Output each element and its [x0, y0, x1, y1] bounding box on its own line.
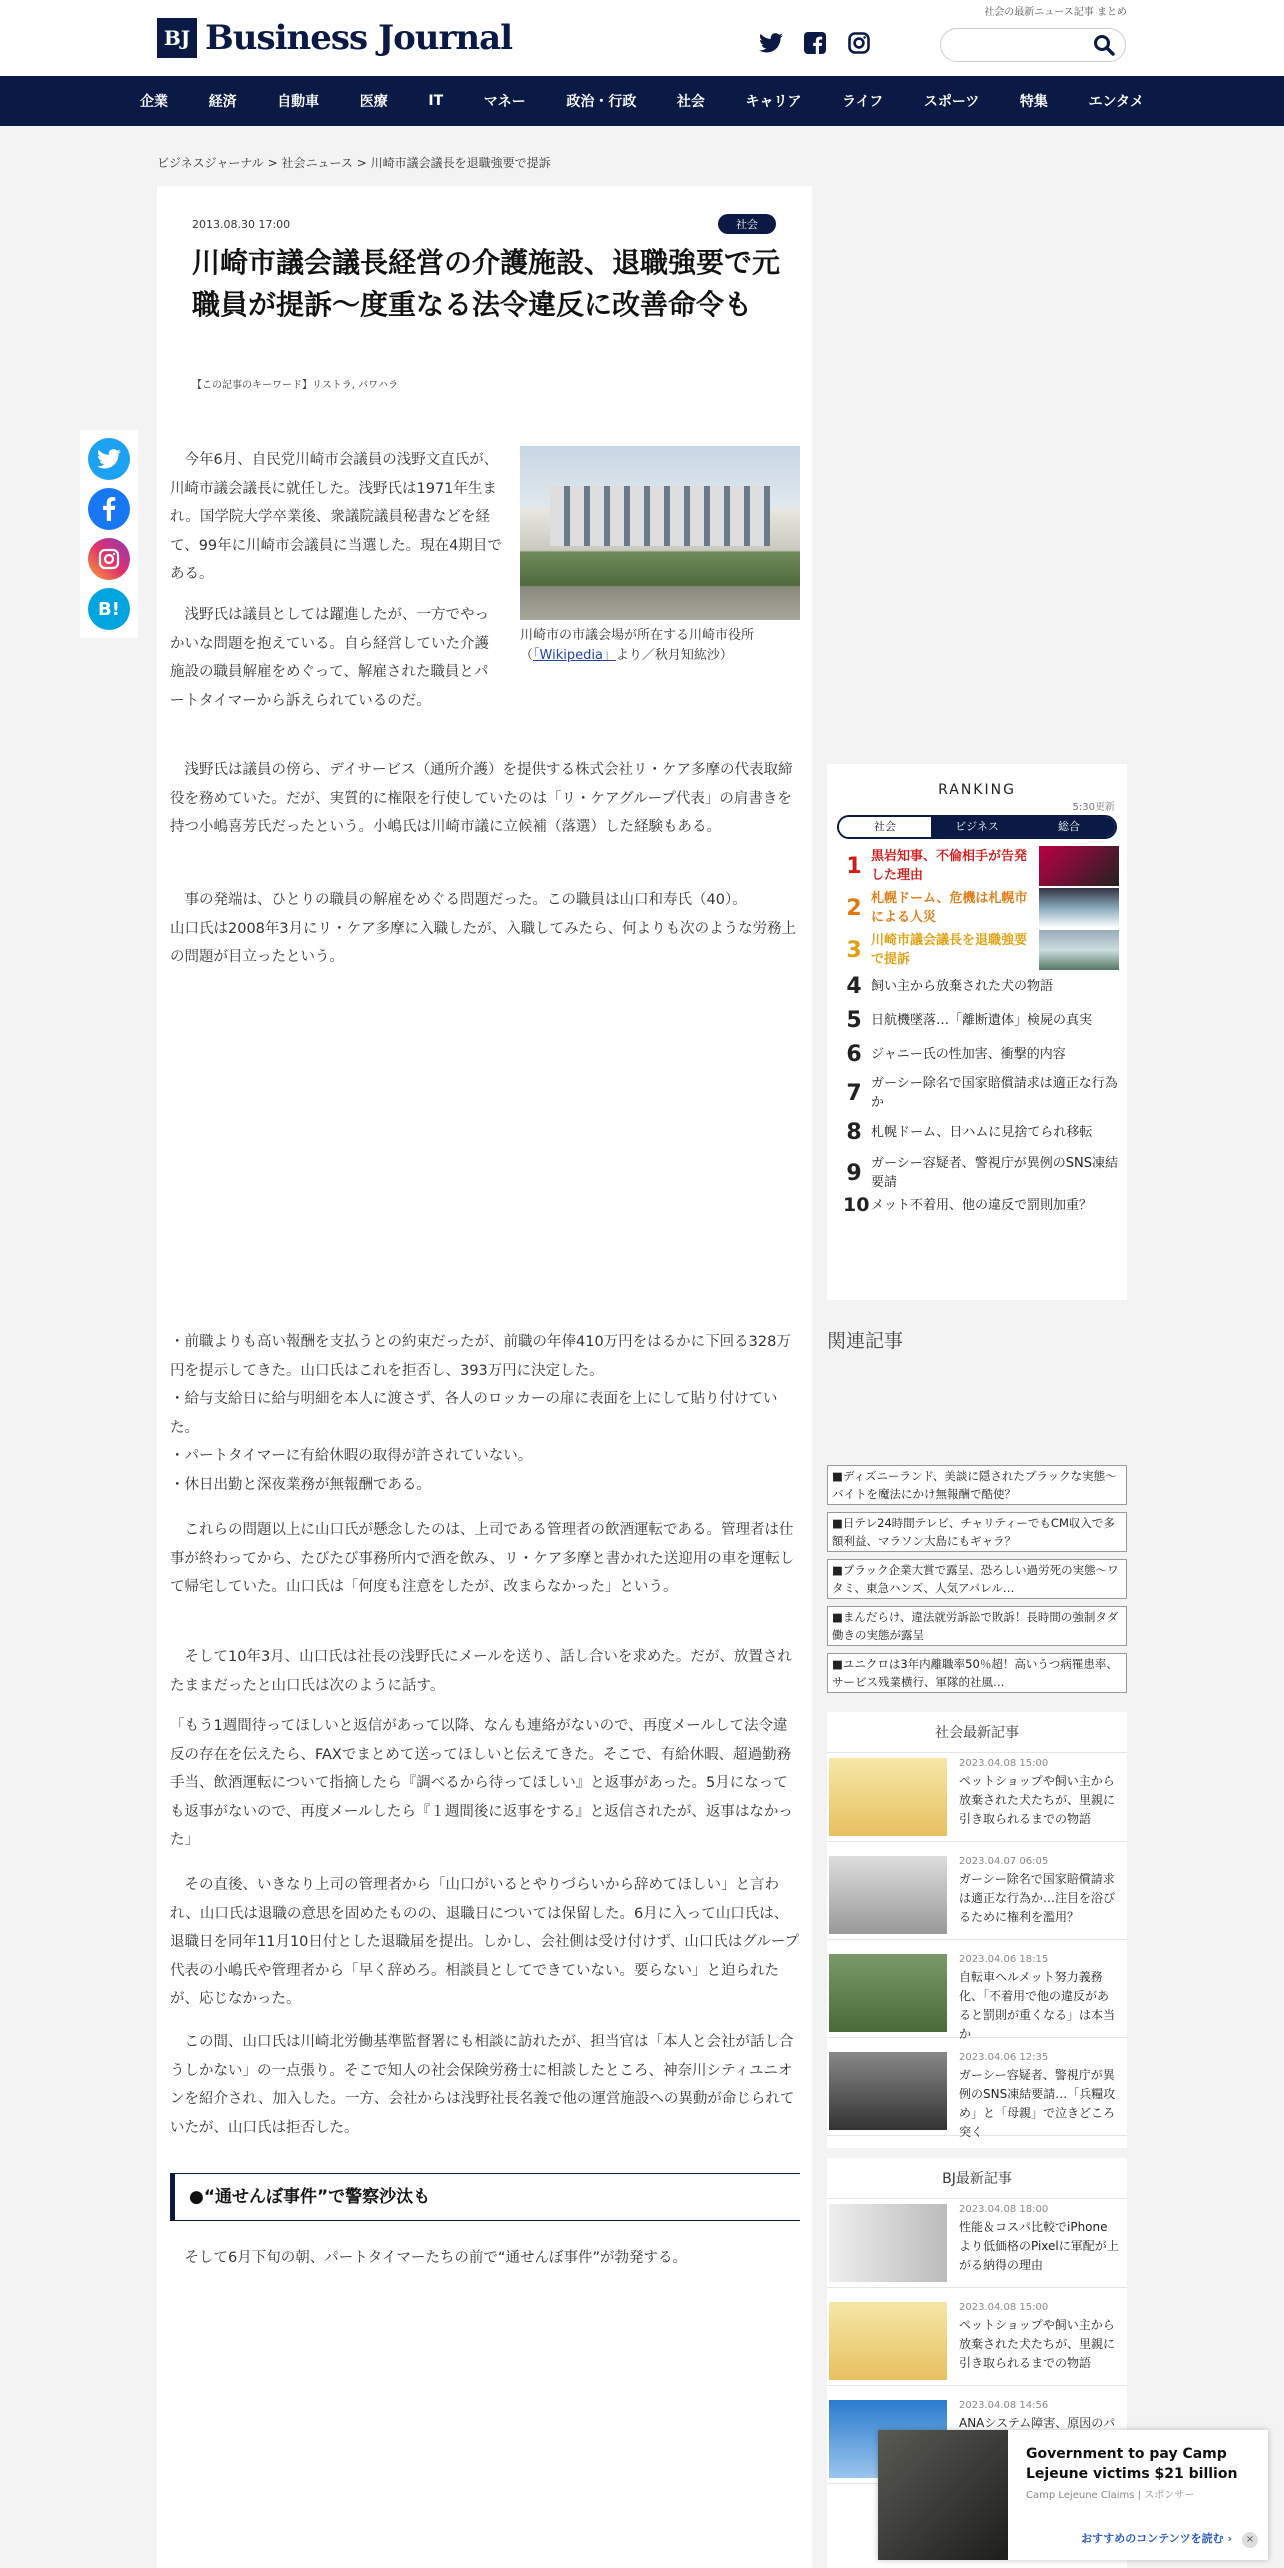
ranking-number: 3: [846, 937, 862, 963]
article-paragraph: そして6月下旬の朝、パートタイマーたちの前で“通せんぼ事件”が勃発する。: [170, 2250, 687, 2266]
ranking-updated: 5:30更新: [1072, 802, 1115, 813]
nav-item-life[interactable]: ライフ: [842, 94, 884, 110]
article-paragraph: そして10年3月、山口氏は社長の浅野氏にメールを送り、話し合いを求めた。だが、放置されたままだったと山口氏は次のように話す。: [170, 1649, 792, 1694]
nav-item-entame[interactable]: エンタメ: [1088, 94, 1144, 110]
article-paragraph: この間、山口氏は川崎北労働基準監督署にも相談に訪れたが、担当官は「本人と会社が話し合うしかない」の一点張り。そこで知人の社会保険労務士に相談したところ、神奈川シティユニオンを紹介され、加入した。一方、会社からは浅野社長名義で他の運営施設への異動が命じられていたが、山口氏は拒否した。: [170, 2034, 795, 2136]
news-date: 2023.04.08 14:56: [959, 2400, 1049, 2411]
ranking-number: 2: [846, 895, 862, 921]
tab-business[interactable]: ビジネス: [931, 817, 1023, 837]
ranking-item[interactable]: [843, 1042, 1119, 1067]
photo-building: [550, 486, 770, 546]
related-article-link[interactable]: ■ユニクロは3年内離職率50％超！高いうつ病罹患率、サービス残業横行、軍隊的社風…: [827, 1653, 1127, 1693]
ad-sponsor: Camp Lejeune Claims | スポンサー: [1026, 2490, 1195, 2501]
news-thumbnail[interactable]: [829, 1856, 947, 1934]
ranking-number: 8: [846, 1120, 862, 1145]
news-title[interactable]: ANAシステム障害、原因のパ: [959, 2416, 1116, 2430]
ranking-item[interactable]: [843, 1008, 1119, 1033]
article-quote: 「もう1週間待ってほしいと返信があって以降、なんも連絡がないので、再度メールして法令違反の存在を伝えたら、FAXでまとめて送ってほしいと伝えてきた。そこで、有給休暇、超過勤務手当、飲酒運転について指摘したら『調べるから待ってほしい』と返事があった。5月になっても返事がないので、再度メールしたら『１週間後に返事をする』と返信されたが、返事はなかった」: [170, 1718, 793, 1848]
article-paragraph: 今年6月、自民党川崎市会議員の浅野文直氏が、川崎市議会議長に就任した。浅野氏は1971年生まれ。国学院大学卒業後、衆議院議員秘書などを経て、99年に川崎市会議員に当選した。現在4期目である。: [170, 452, 502, 582]
ranking-title-text[interactable]: メット不着用、他の違反で罰則加重？: [871, 1197, 1093, 1213]
logo-text: Business Journal: [205, 18, 513, 58]
search-box: [940, 28, 1126, 62]
related-article-link[interactable]: ■ディズニーランド、美談に隠されたブラックな実態〜バイトを魔法にかけ無報酬で酷使？: [827, 1465, 1127, 1505]
news-item[interactable]: [827, 2294, 1127, 2386]
ad-title[interactable]: Government to pay Camp Lejeune victims $21 billion: [1026, 2446, 1238, 2482]
ranking-title-text[interactable]: 札幌ドーム、日ハムに見捨てられ移転: [871, 1125, 1093, 1140]
ranking-title-text[interactable]: 黒岩知事、不倫相手が告発した理由: [871, 849, 1028, 883]
ranking-item[interactable]: [843, 1154, 1119, 1192]
news-thumbnail[interactable]: [829, 2204, 947, 2282]
nav-item-keizai[interactable]: 経済: [208, 94, 237, 110]
ranking-item[interactable]: [843, 888, 1119, 928]
main-nav: [0, 76, 1284, 126]
breadcrumb[interactable]: ビジネスジャーナル > 社会ニュース > 川崎市議会議長を退職強要で提訴: [157, 156, 551, 170]
news-title[interactable]: ペットショップや飼い主から放棄された犬たちが、里親に引き取られるまでの物語: [959, 2318, 1116, 2370]
share-facebook-icon[interactable]: [88, 488, 130, 530]
ranking-item[interactable]: [843, 1074, 1119, 1112]
news-item[interactable]: [827, 1848, 1127, 1940]
ranking-item[interactable]: [843, 974, 1119, 999]
ranking-title-text[interactable]: 飼い主から放棄された犬の物語: [871, 979, 1054, 994]
nav-item-kigyo[interactable]: 企業: [140, 94, 168, 110]
news-thumbnail[interactable]: [829, 2052, 947, 2130]
share-instagram-icon[interactable]: [88, 538, 130, 580]
related-heading: 関連記事: [827, 1330, 904, 1352]
related-article-link[interactable]: ■ブラック企業大賞で露呈、恐ろしい過労死の実態〜ワタミ、東急ハンズ、人気アパレル…: [827, 1559, 1127, 1599]
ranking-number: 4: [846, 974, 862, 999]
nav-item-career[interactable]: キャリア: [745, 94, 802, 110]
ranking-title-text[interactable]: ガーシー除名で国家賠償請求は適正な行為か: [871, 1076, 1118, 1110]
article-paragraph: これらの問題以上に山口氏が懸念したのは、上司である管理者の飲酒運転である。管理者は仕事が終わってから、たびたび事務所内で酒を飲み、リ・ケア多摩と書かれた送迎用の車を運転して帰宅していた。山口氏は「何度も注意をしたが、改まらなかった」という。: [170, 1522, 795, 1595]
nav-item-shakai[interactable]: 社会: [676, 94, 705, 110]
tab-sogo[interactable]: 総合: [1023, 817, 1115, 837]
article-paragraph: 浅野氏は議員としては躍進したが、一方でやっかいな問題を抱えている。自ら経営していた介護施設の職員解雇をめぐって、解雇された職員とパートタイマーから訴えられているのだ。: [170, 607, 489, 709]
ranking-title-text[interactable]: ガーシー容疑者、警視庁が異例のSNS凍結要請: [871, 1156, 1118, 1190]
news-title[interactable]: ガーシー容疑者、警視庁が異例のSNS凍結要請…「兵糧攻め」と「母親」で泣きどころ突く: [959, 2068, 1116, 2139]
news-title[interactable]: 自転車ヘルメット努力義務化、「不着用で他の違反があると罰則が重くなる」は本当か: [959, 1970, 1116, 2041]
news-thumbnail[interactable]: [829, 1954, 947, 2032]
search-input[interactable]: [955, 36, 1085, 56]
article-paragraph: 事の発端は、ひとりの職員の解雇をめぐる問題だった。この職員は山口和寿氏（40）。 山口氏は2008年3月にリ・ケア多摩に入職したが、入職してみたら、何よりも次のような労務上の問題が目立ったという。: [170, 892, 797, 965]
site-logo[interactable]: [157, 16, 512, 60]
facebook-icon[interactable]: [802, 30, 828, 56]
nav-item-it[interactable]: IT: [428, 93, 444, 109]
ranking-number: 1: [846, 853, 862, 879]
related-article-link[interactable]: ■まんだらけ、違法就労訴訟で敗訴！長時間の強制タダ働きの実態が露呈: [827, 1606, 1127, 1646]
nav-item-jidosha[interactable]: 自動車: [277, 94, 320, 110]
news-date: 2023.04.08 15:00: [959, 2302, 1049, 2313]
search-icon[interactable]: [1093, 34, 1115, 60]
news-title[interactable]: ガーシー除名で国家賠償請求は適正な行為か…注目を浴びるために権利を濫用？: [959, 1872, 1116, 1924]
news-date: 2023.04.06 12:35: [959, 2052, 1049, 2063]
news-date: 2023.04.07 06:05: [959, 1856, 1049, 1867]
ad-cta-link[interactable]: おすすめのコンテンツを読む ›: [1081, 2532, 1232, 2545]
ranking-tabs: [837, 815, 1117, 839]
news-date: 2023.04.08 18:00: [959, 2204, 1049, 2215]
header-tagline[interactable]: 社会の最新ニュース記事 まとめ: [984, 7, 1127, 18]
news-title[interactable]: 性能＆コスパ比較でiPhoneより低価格のPixelに軍配が上がる納得の理由: [959, 2220, 1119, 2272]
ranking-number: 9: [846, 1160, 862, 1186]
article-subheading: ●“通せんぼ事件”で警察沙汰も: [170, 2173, 800, 2221]
ranking-number: 10: [843, 1194, 870, 1216]
article-keywords[interactable]: 【この記事のキーワード】リストラ, パワハラ: [192, 380, 399, 391]
sponsored-ad[interactable]: [878, 2430, 1268, 2560]
social-latest-box: [827, 1712, 1127, 2148]
nav-item-money[interactable]: マネー: [483, 94, 526, 110]
share-hatena-icon[interactable]: B!: [88, 588, 130, 630]
ranking-item[interactable]: [843, 930, 1119, 970]
category-badge[interactable]: 社会: [718, 214, 776, 234]
news-item[interactable]: [827, 2196, 1127, 2288]
ranking-title-text[interactable]: 日航機墜落…「離断遺体」検屍の真実: [871, 1013, 1093, 1028]
photo-caption: 川崎市の市議会場が所在する川崎市役所 （「Wikipedia」より／秋月知紘沙）: [520, 628, 755, 663]
share-twitter-icon[interactable]: [88, 438, 130, 480]
nav-item-tokushu[interactable]: 特集: [1019, 94, 1048, 110]
twitter-icon[interactable]: [758, 30, 784, 56]
site-header: [0, 0, 1284, 76]
logo-mark: BJ: [157, 18, 197, 58]
instagram-icon[interactable]: [846, 30, 872, 56]
ranking-number: 6: [846, 1042, 862, 1067]
ranking-title-text[interactable]: 川崎市議会議長を退職強要で提訴: [871, 933, 1028, 967]
news-date: 2023.04.06 18:15: [959, 1954, 1049, 1965]
ranking-title-text[interactable]: 札幌ドーム、危機は札幌市による人災: [871, 891, 1028, 925]
tab-shakai[interactable]: 社会: [839, 817, 931, 837]
article-date: 2013.08.30 17:00: [192, 218, 291, 231]
social-latest-heading: 社会最新記事: [827, 1712, 1127, 1753]
share-bar: [80, 430, 138, 638]
ranking-item[interactable]: [843, 846, 1119, 886]
article-title: 川崎市議会議長経営の介護施設、退職強要で元職員が提訴〜度重なる法令違反に改善命令も: [192, 246, 781, 321]
article: [157, 186, 812, 2568]
news-thumbnail[interactable]: [829, 2302, 947, 2380]
news-item[interactable]: [827, 1750, 1127, 1842]
ranking-panel: [827, 764, 1127, 1300]
close-icon[interactable]: ×: [1242, 2532, 1258, 2548]
news-title[interactable]: ペットショップや飼い主から放棄された犬たちが、里親に引き取られるまでの物語: [959, 1774, 1116, 1826]
nav-item-iryo[interactable]: 医療: [359, 94, 388, 110]
article-paragraph: 浅野氏は議員の傍ら、デイサービス（通所介護）を提供する株式会社リ・ケア多摩の代表取締役を務めていた。だが、実質的に権限を行使していたのは「リ・ケアグループ代表」の肩書きを持つ小嶋喜芳氏だったという。小嶋氏は川崎市議に立候補（落選）した経験もある。: [170, 762, 793, 835]
caption-text: 川崎市の市議会場が所在する川崎市役所: [520, 628, 755, 643]
related-article-link[interactable]: ■日テレ24時間テレビ、チャリティーでもCM収入で多額利益、マラソン大島にもギャラ？: [827, 1512, 1127, 1552]
news-date: 2023.04.08 15:00: [959, 1758, 1049, 1769]
ranking-thumbnail[interactable]: [1039, 930, 1119, 970]
ranking-thumbnail[interactable]: [1039, 888, 1119, 928]
bj-latest-heading: BJ最新記事: [827, 2158, 1127, 2199]
news-thumbnail[interactable]: [829, 1758, 947, 1836]
news-item[interactable]: [827, 2044, 1127, 2139]
ranking-title-text[interactable]: ジャニー氏の性加害、衝撃的内容: [871, 1047, 1066, 1062]
ranking-number: 5: [846, 1008, 862, 1033]
ranking-item[interactable]: [843, 1120, 1119, 1145]
ranking-thumbnail[interactable]: [1039, 846, 1119, 886]
article-paragraph: その直後、いきなり上司の管理者から「山口がいるとやりづらいから辞めてほしい」と言われ、山口氏は退職の意思を固めたものの、退職日については保留した。6月に入って山口氏は、退職日を同年11月10日付とした退職届を提出。しかし、会社側は受け付けず、山口氏はグループ代表の小嶋氏や管理者から「早く辞めろ。相談員としてできていない。要らない」と迫られたが、応じなかった。: [170, 1877, 800, 2007]
ranking-title: RANKING: [938, 782, 1016, 798]
caption-credit: より／秋月知紘沙）: [615, 648, 733, 663]
article-list: ・前職よりも高い報酬を支払うとの約束だったが、前職の年俸410万円をはるかに下回る328万円を提示してきた。山口氏はこれを拒否し、393万円に決定した。 ・給与支給日に給与明細を本人に渡さず、各人のロッカーの扉に表面を上にして貼り付けていた。 ・パートタイマーに有給休暇の取得が許されていない。 ・休日出勤と深夜業務が無報酬である。: [170, 1334, 791, 1493]
nav-item-sports[interactable]: スポーツ: [923, 94, 980, 110]
article-photo: [520, 446, 800, 620]
caption-wikipedia-link[interactable]: 「Wikipedia」: [533, 648, 616, 663]
ranking-number: 7: [846, 1080, 862, 1106]
ranking-item[interactable]: [843, 1194, 1119, 1216]
ad-image: [878, 2430, 1008, 2560]
news-item[interactable]: [827, 1946, 1127, 2041]
header-social-links: [758, 30, 872, 56]
nav-item-seiji[interactable]: 政治・行政: [566, 94, 637, 110]
